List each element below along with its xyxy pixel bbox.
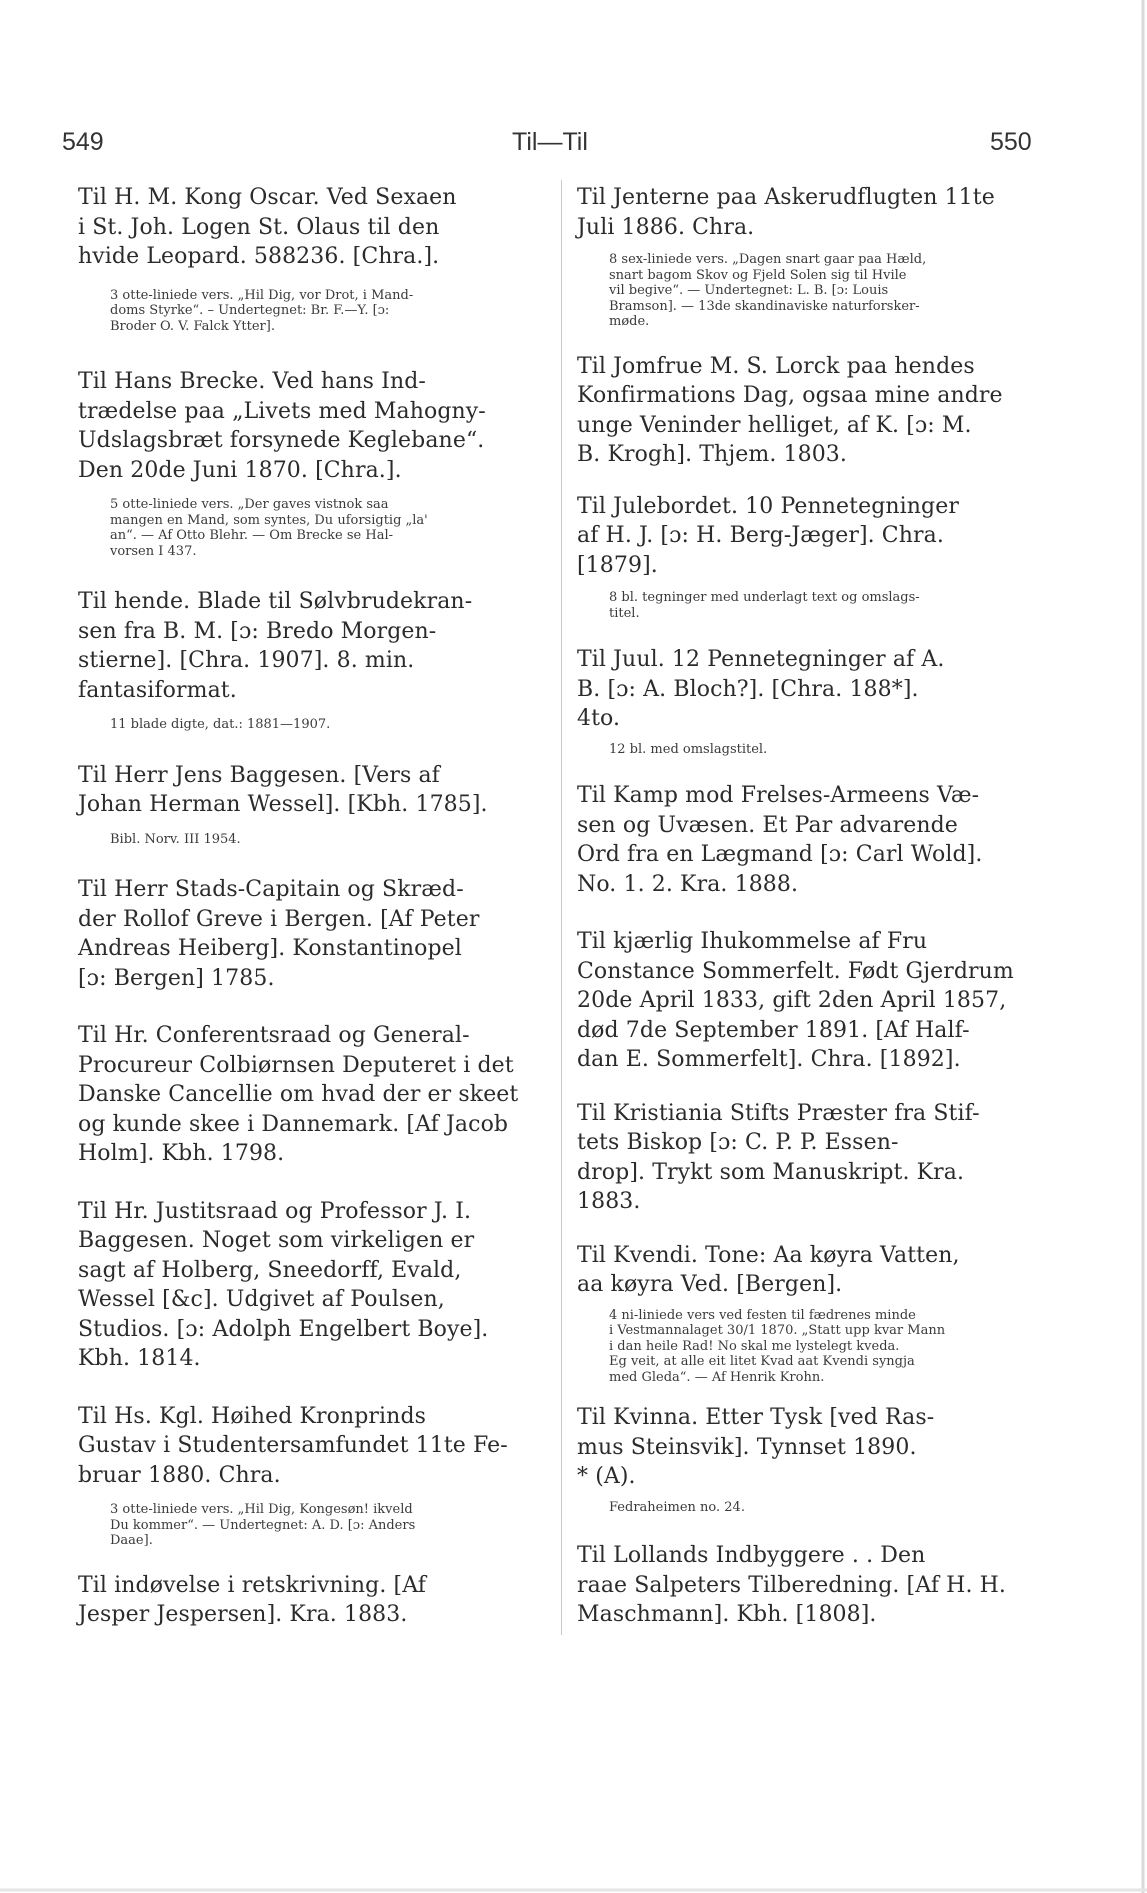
- entry-til-hende: [78, 587, 540, 733]
- entry-colbiornsen: [78, 1021, 540, 1169]
- entry-title: Til Kamp mod Frelses-Armeens Væ- sen og Uvæsen. Et Par advarende Ord fra en Lægmand [ɔ: Carl Wold]. No. 1. 2. Kra. 1888.: [577, 783, 983, 897]
- entry-title: Til kjærlig Ihukommelse af Fru Constance Sommerfelt. Født Gjerdrum 20de April 1833, gift 2den April 1857, død 7de September 1891. [Af Half- dan E. Sommerfelt]. Chra. [1892].: [577, 929, 1014, 1072]
- entry-juul: [577, 645, 1039, 757]
- entry-jenterne: [577, 183, 1039, 330]
- entry-title: Til Jomfrue M. S. Lorck paa hendes Konfirmations Dag, ogsaa mine andre unge Veninder helliget, af K. [ɔ: M. B. Krogh]. Thjem. 1803.: [577, 353, 1003, 467]
- entry-title: Til Juul. 12 Pennetegninger af A. B. [ɔ: A. Bloch?]. [Chra. 188*]. 4to.: [577, 647, 945, 731]
- entry-note: 4 ni-liniede vers ved festen til fædrenes minde i Vestmannalaget 30/1 1870. „Statt upp kvar Mann i dan heile Rad! No skal me lystelegt kveda. Eg veit, at alle eit litet Kvad aat Kvendi syngja med Gleda“. — Af Henrik Krohn.: [609, 1307, 946, 1385]
- entry-kvendi: [577, 1241, 1039, 1386]
- entry-title: Til Jenterne paa Askerudflugten 11te Juli 1886. Chra.: [577, 185, 995, 240]
- entry-title: Til Julebordet. 10 Pennetegninger af H. J. [ɔ: H. Berg-Jæger]. Chra. [1879].: [577, 493, 959, 578]
- entry-note: 12 bl. med omslagstitel.: [609, 741, 768, 757]
- right-column: [577, 183, 1039, 1630]
- entry-title: Til Hr. Justitsraad og Professor J. I. Baggesen. Noget som virkeligen er sagt af Holberg, Sneedorff, Evald, Wessel [&c]. Udgivet af Poulsen, Studios. [ɔ: Adolph Engelbert Boye]. Kbh. 1814.: [78, 1198, 489, 1371]
- entry-jomfrue-lorck: [577, 352, 1039, 470]
- entry-note: Bibl. Norv. III 1954.: [110, 831, 241, 847]
- entry-title: Til Kvendi. Tone: Aa køyra Vatten, aa køyra Ved. [Bergen].: [577, 1242, 960, 1297]
- entry-title: Til Hr. Conferentsraad og General- Procureur Colbiørnsen Deputeret i det Danske Cancellie om hvad der er skeet og kunde skee i Dannemark. [Af Jacob Holm]. Kbh. 1798.: [78, 1023, 519, 1166]
- entry-title: Til Hans Brecke. Ved hans Ind- trædelse paa „Livets med Mahogny- Udslagsbræt forsynede Keglebane“. Den 20de Juni 1870. [Chra.].: [78, 369, 486, 483]
- entry-note: 11 blade digte, dat.: 1881—1907.: [110, 717, 331, 732]
- entry-title: Til Herr Stads-Capitain og Skræd- der Rollof Greve i Bergen. [Af Peter Andreas Heiberg]. Konstantinopel [ɔ: Bergen] 1785.: [78, 877, 480, 991]
- entry-kong-oscar: [78, 183, 540, 334]
- entry-title: Til Kvinna. Etter Tysk [ved Ras- mus Steinsvik]. Tynnset 1890. * (A).: [577, 1405, 935, 1489]
- left-column: [78, 183, 540, 1630]
- running-header: [0, 128, 1147, 168]
- entry-note: 3 otte-liniede vers. „Hil Dig, vor Drot, i Mand- doms Styrke“. – Undertegnet: Br. F.—Y. [ɔ: Broder O. V. Falck Ytter].: [110, 287, 414, 334]
- entry-kristiania-stifts: [577, 1099, 1039, 1217]
- entry-lollands: [577, 1541, 1039, 1630]
- entry-kamp: [577, 781, 1039, 899]
- entry-kronprinds-gustav: [78, 1402, 540, 1549]
- entry-note: 5 otte-liniede vers. „Der gaves vistnok saa mangen en Mand, som syntes, Du uforsigtig „la' an“. — Af Otto Blehr. — Om Brecke se Hal- vorsen I 437.: [110, 497, 428, 559]
- column-divider: [561, 180, 562, 1635]
- entry-indovelse: [78, 1571, 540, 1630]
- entry-title: Til Lollands Indbyggere . . Den raae Salpeters Tilberedning. [Af H. H. Maschmann]. Kbh. [1808].: [577, 1543, 1007, 1627]
- entry-julebordet: [577, 492, 1039, 622]
- entry-note: 8 bl. tegninger med underlagt text og omslags- titel.: [609, 590, 920, 621]
- page-number-left: 549: [62, 128, 104, 156]
- entry-note: Fedraheimen no. 24.: [609, 1499, 745, 1515]
- entry-jens-baggesen: [78, 761, 540, 848]
- entry-note: 3 otte-liniede vers. „Hil Dig, Kongesøn! ikveld Du kommer“. — Undertegnet: A. D. [ɔ: Anders Daae].: [110, 1502, 416, 1548]
- entry-hans-brecke: [78, 367, 540, 559]
- entry-title: Til Hs. Kgl. Høihed Kronprinds Gustav i Studentersamfundet 11te Fe- bruar 1880. Chra.: [78, 1403, 508, 1488]
- entry-title: Til hende. Blade til Sølvbrudekran- sen fra B. M. [ɔ: Bredo Morgen- stierne]. [Chra. 1907]. 8. min. fantasiformat.: [78, 589, 473, 703]
- entry-rollof-greve: [78, 875, 540, 993]
- entry-note: 8 sex-liniede vers. „Dagen snart gaar paa Hæld, snart bagom Skov og Fjeld Solen sig til Hvile vil begive“. — Undertegnet: L. B. [ɔ: Louis Bramson]. — 13de skandinaviske naturforsker- møde.: [609, 252, 927, 329]
- entry-title: Til Kristiania Stifts Præster fra Stif- tets Biskop [ɔ: C. P. P. Essen- drop]. Trykt som Manuskript. Kra. 1883.: [577, 1100, 980, 1214]
- entry-title: Til H. M. Kong Oscar. Ved Sexaen i St. Joh. Logen St. Olaus til den hvide Leopard. 588236. [Chra.].: [78, 185, 457, 269]
- page-number-right: 550: [990, 128, 1032, 156]
- entry-constance-sommerfelt: [577, 927, 1039, 1075]
- running-title: Til—Til: [512, 128, 588, 156]
- entry-justitsraad: [78, 1197, 540, 1374]
- entry-kvinna: [577, 1403, 1039, 1515]
- entry-title: Til Herr Jens Baggesen. [Vers af Johan Herman Wessel]. [Kbh. 1785].: [78, 762, 488, 817]
- entry-title: Til indøvelse i retskrivning. [Af Jesper Jespersen]. Kra. 1883.: [78, 1572, 427, 1627]
